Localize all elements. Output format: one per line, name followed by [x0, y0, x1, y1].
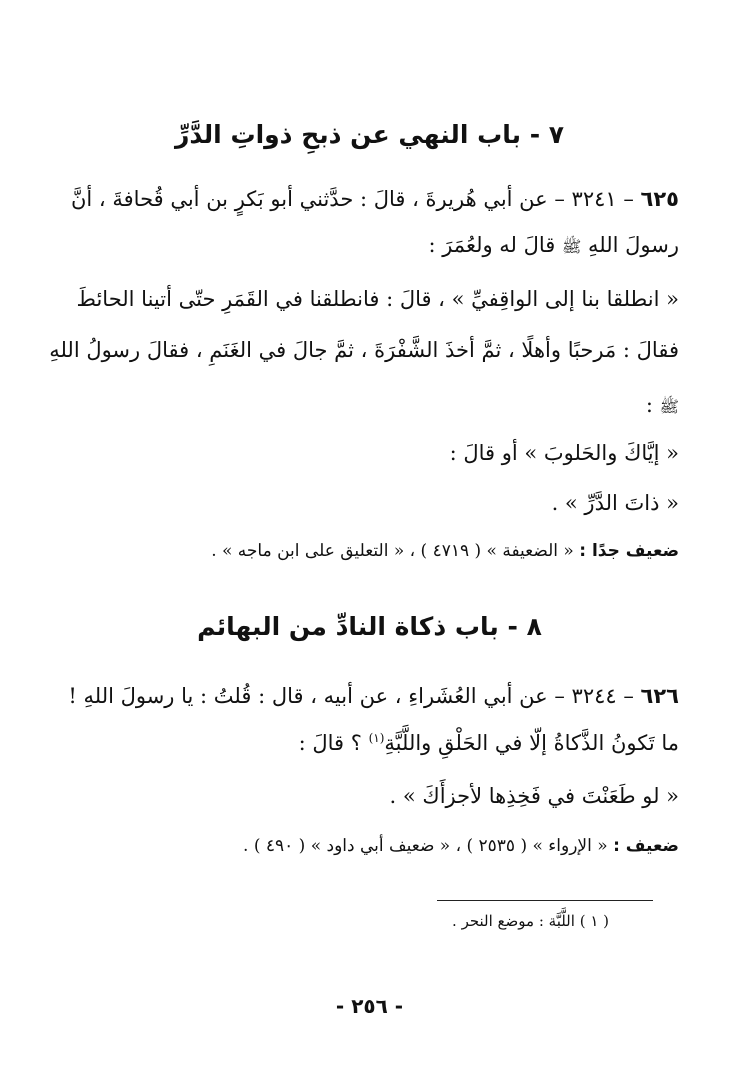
footnote-divider — [437, 900, 653, 901]
hadith-626-line-2 — [48, 730, 679, 757]
hadith-text: رسولَ اللهِ — [588, 233, 679, 257]
hadith-number: ٦٢٥ — [640, 187, 679, 211]
hadith-text: – ٣٢٤١ – عن أبي هُريرةَ ، قالَ : حدَّثني أبو بَكرٍ بن أبي قُحافةَ ، أنَّ — [70, 187, 634, 211]
footnote: ( ١ ) اللَّبَّة : موضع النحر . — [452, 912, 609, 930]
hadith-626-line-1 — [48, 683, 679, 710]
hadith-626-grade — [48, 835, 679, 857]
grade-references: « الإرواء » ( ٢٥٣٥ ) ، « ضعيف أبي داود » ( ٤٩٠ ) . — [243, 836, 608, 856]
hadith-text: – ٣٢٤٤ – عن أبي العُشَراءِ ، عن أبيه ، قال : قُلتُ : يا رسولَ اللهِ ! — [68, 684, 634, 708]
hadith-text: ما تَكونُ الذَّكاةُ إلّا في الحَلْقِ واللَّبَّةِ — [384, 731, 679, 755]
section-heading-8: ٨ - باب ذكاة النادِّ من البهائم — [197, 612, 542, 641]
grade-label: ضعيف جدًا : — [579, 541, 679, 561]
salla-glyph: ﷺ — [562, 237, 582, 256]
hadith-626-line-3: « لو طَعَنْتَ في فَخِذِها لأجزأَكَ » . — [389, 784, 679, 808]
hadith-625-line-7: « ذاتَ الدَّرِّ » . — [551, 491, 679, 515]
hadith-625-grade — [48, 540, 679, 562]
hadith-625-line-2 — [48, 232, 679, 259]
page-number: - ٢٥٦ - — [335, 994, 404, 1018]
hadith-625-line-5 — [48, 392, 679, 419]
hadith-text: ؟ قالَ : — [298, 731, 362, 755]
grade-references: « الضعيفة » ( ٤٧١٩ ) ، « التعليق على ابن ماجه » . — [211, 541, 574, 561]
hadith-text: قالَ له ولعُمَرَ : — [428, 233, 556, 257]
hadith-625-line-4: فقالَ : مَرحبًا وأهلًا ، ثمَّ أخذَ الشَّفْرَةَ ، ثمَّ جالَ في الغَنَمِ ، فقالَ رسولُ اللهِ — [49, 338, 679, 362]
hadith-number: ٦٢٦ — [640, 684, 679, 708]
hadith-625-line-6: « إيَّاكَ والحَلوبَ » أو قالَ : — [449, 441, 679, 465]
footnote-ref[interactable]: (١) — [368, 731, 385, 745]
hadith-625-line-1 — [48, 186, 679, 213]
hadith-625-line-3: « انطلقا بنا إلى الواقِفيِّ » ، قالَ : فانطلقنا في القَمَرِ حتّى أتينا الحائطَ — [76, 287, 679, 311]
grade-label: ضعيف : — [613, 836, 679, 856]
hadith-text: : — [645, 393, 653, 417]
section-heading-7: ٧ - باب النهي عن ذبحِ ذواتِ الدَّرِّ — [174, 120, 565, 149]
salla-glyph: ﷺ — [659, 397, 679, 416]
